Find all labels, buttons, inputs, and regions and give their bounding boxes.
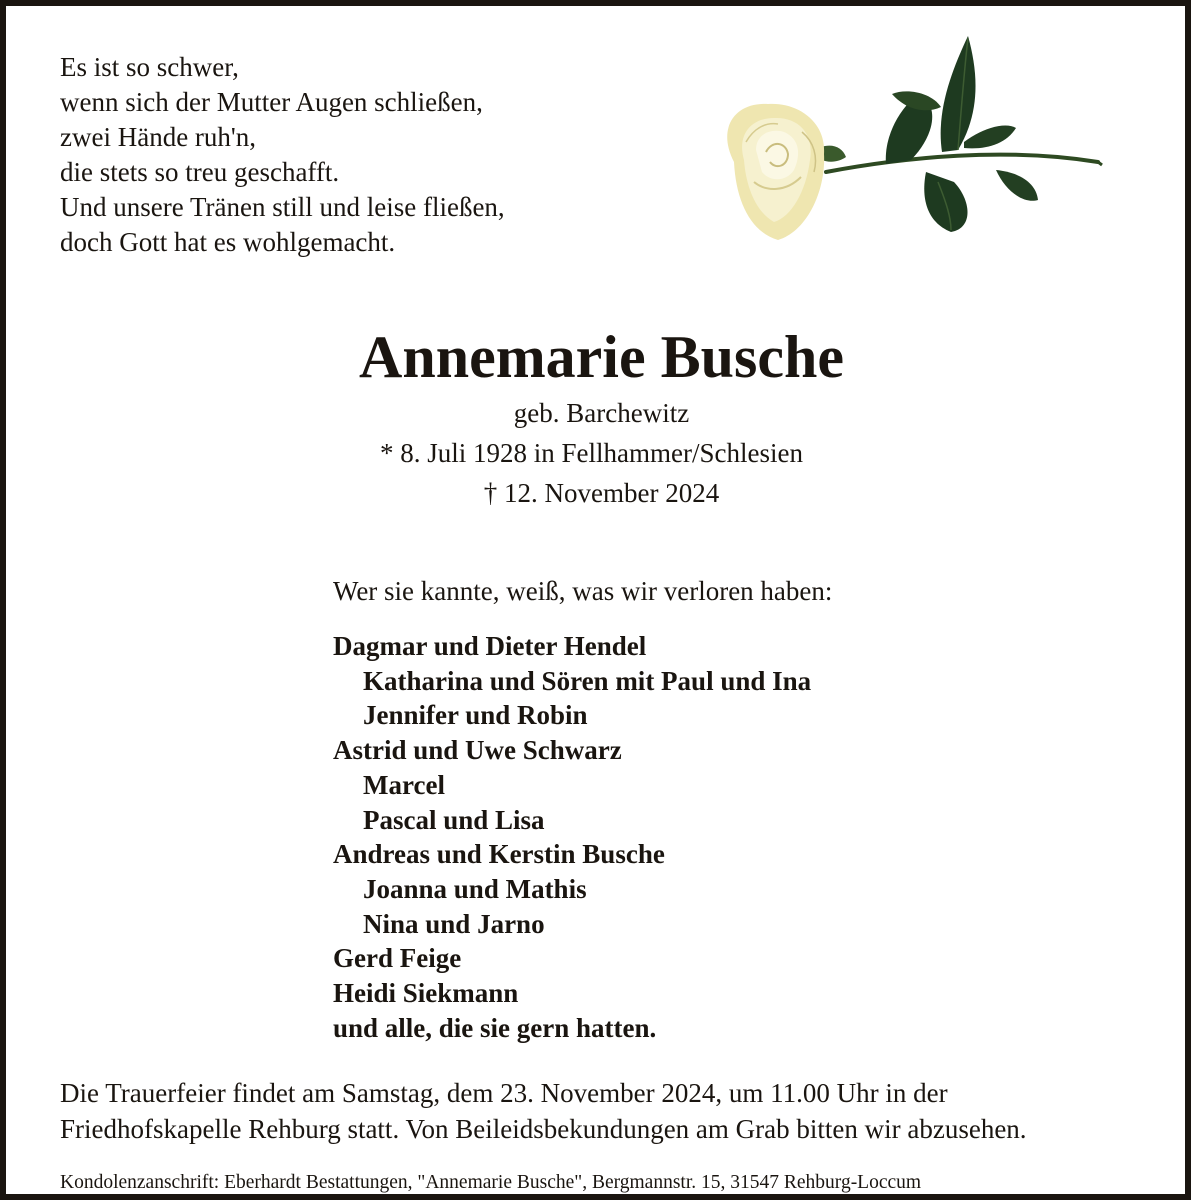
service-line: Friedhofskapelle Rehburg statt. Von Beileidsbekundungen am Grab bitten wir abzusehen. xyxy=(60,1114,1027,1144)
condolence-address: Kondolenzanschrift: Eberhardt Bestattungen, "Annemarie Busche", Bergmannstr. 15, 31547 Rehburg-Loccum xyxy=(60,1172,922,1193)
poem-line: die stets so treu geschafft. xyxy=(60,157,340,187)
family-member: Marcel xyxy=(363,769,445,800)
family-member: Joanna und Mathis xyxy=(363,873,587,904)
intro-text: Wer sie kannte, weiß, was wir verloren haben: xyxy=(333,576,833,606)
poem xyxy=(60,50,505,260)
service-notice xyxy=(60,1075,1027,1147)
family-member: Andreas und Kerstin Busche xyxy=(333,839,665,870)
poem-line: Es ist so schwer, xyxy=(60,52,239,82)
family-member: Jennifer und Robin xyxy=(363,700,588,731)
family-member: Pascal und Lisa xyxy=(363,804,545,835)
white-rose-icon xyxy=(706,32,1106,252)
family-list xyxy=(333,629,811,1045)
poem-line: doch Gott hat es wohlgemacht. xyxy=(60,227,396,257)
family-member: und alle, die sie gern hatten. xyxy=(333,1012,657,1043)
family-member: Katharina und Sören mit Paul und Ina xyxy=(363,665,812,696)
poem-line: wenn sich der Mutter Augen schließen, xyxy=(60,87,483,117)
family-member: Heidi Siekmann xyxy=(333,978,519,1009)
family-member: Dagmar und Dieter Hendel xyxy=(333,631,647,661)
service-line: Die Trauerfeier findet am Samstag, dem 23. November 2024, um 11.00 Uhr in der xyxy=(60,1078,948,1108)
death-date: † 12. November 2024 xyxy=(483,478,720,508)
birth-date: * 8. Juli 1928 in Fellhammer/Schlesien xyxy=(380,438,803,468)
poem-line: Und unsere Tränen still und leise fließen, xyxy=(60,192,505,222)
deceased-name: Annemarie Busche xyxy=(359,324,844,390)
family-member: Nina und Jarno xyxy=(363,908,545,939)
maiden-name: geb. Barchewitz xyxy=(513,398,690,428)
family-member: Gerd Feige xyxy=(333,943,462,974)
poem-line: zwei Hände ruh'n, xyxy=(60,122,257,152)
family-member: Astrid und Uwe Schwarz xyxy=(333,735,622,766)
